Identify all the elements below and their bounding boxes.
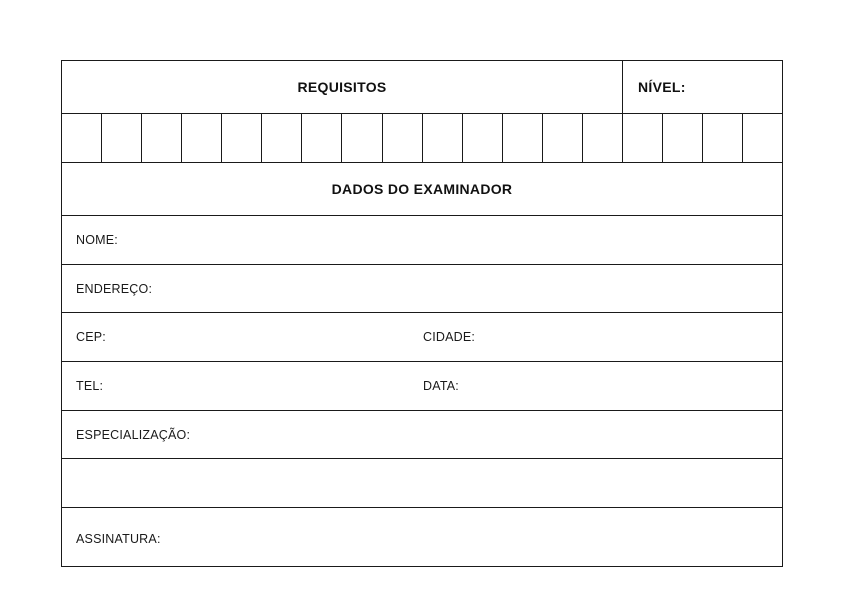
requisito-cell[interactable] [583, 114, 623, 162]
requisito-cell[interactable] [703, 114, 743, 162]
blank-row[interactable] [62, 459, 782, 508]
nivel-field[interactable]: NÍVEL: [638, 79, 686, 95]
assinatura-row[interactable] [62, 508, 782, 566]
requisito-cell[interactable] [262, 114, 302, 162]
requisito-cell[interactable] [302, 114, 342, 162]
requisito-cell[interactable] [222, 114, 262, 162]
requisito-cell[interactable] [342, 114, 382, 162]
requisito-cell[interactable] [182, 114, 222, 162]
requisito-cell[interactable] [62, 114, 102, 162]
examinador-title-row [62, 163, 782, 216]
nome-row[interactable] [62, 216, 782, 265]
requisito-cell[interactable] [743, 114, 782, 162]
requisito-cell[interactable] [383, 114, 423, 162]
tel-label: TEL: [76, 379, 104, 393]
requisito-cell[interactable] [623, 114, 663, 162]
requisito-cell[interactable] [423, 114, 463, 162]
especializacao-row[interactable] [62, 411, 782, 459]
requisito-cell[interactable] [503, 114, 543, 162]
requisito-cell[interactable] [463, 114, 503, 162]
tel-data-row[interactable] [62, 362, 782, 411]
examinador-title: DADOS DO EXAMINADOR [331, 181, 513, 197]
requisitos-title: REQUISITOS [62, 61, 623, 113]
requisito-cell[interactable] [663, 114, 703, 162]
cep-cidade-row[interactable] [62, 313, 782, 362]
examiner-form [61, 60, 783, 567]
requisitos-grid-row [62, 114, 782, 163]
requisitos-grid [62, 114, 782, 162]
requisito-cell[interactable] [142, 114, 182, 162]
nome-label: NOME: [76, 233, 118, 247]
assinatura-label: ASSINATURA: [76, 532, 161, 546]
endereco-label: ENDEREÇO: [76, 281, 153, 296]
especializacao-label: ESPECIALIZAÇÃO: [76, 427, 191, 442]
cidade-label: CIDADE: [423, 330, 476, 344]
data-label: DATA: [423, 379, 459, 393]
cep-label: CEP: [76, 330, 106, 344]
requisito-cell[interactable] [543, 114, 583, 162]
requisito-cell[interactable] [102, 114, 142, 162]
endereco-row[interactable] [62, 265, 782, 313]
header-row [62, 61, 782, 114]
